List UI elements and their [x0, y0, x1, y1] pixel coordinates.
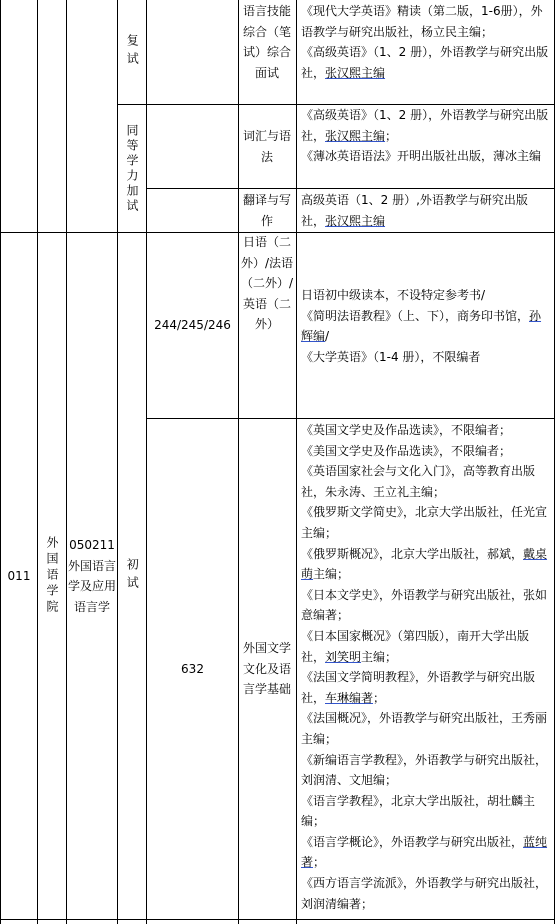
reference-entry	[301, 708, 551, 749]
major-name: 050211 外国语言学及应用语言学	[68, 538, 117, 614]
reference-text: 日语初中级读本，不设特定参考书/	[301, 288, 486, 302]
reference-entry	[301, 190, 551, 231]
reference-text: 《俄罗斯概况》，北京大学出版社，郝斌，	[301, 546, 524, 561]
reference-text: 主编；	[361, 649, 398, 664]
reference-text: 《日本文学史》，外语教学与研究出版社，张如意编著；	[301, 587, 548, 623]
reference-entry	[301, 105, 551, 146]
reference-text: 《新编语言学教程》，外语教学与研究出版社，刘润清、文旭编；	[301, 752, 548, 788]
row-border-2	[146, 188, 555, 189]
subject-second-lang: 日语（二外）/法语（二外）/英语（二外）	[240, 235, 294, 331]
code-second-lang: 244/245/246	[154, 318, 231, 333]
dept-code: 011	[7, 568, 31, 583]
reference-text: 主编；	[313, 567, 350, 582]
reference-entry	[301, 791, 551, 832]
reference-text: 《薄冰英语语法》开明出版社出版，薄冰主编	[301, 149, 542, 164]
reference-text: 《美国文学史及作品选读》，不限编者；	[301, 443, 512, 458]
table-border-col6	[296, 0, 297, 924]
table-border-col2	[66, 0, 67, 924]
reference-entry	[301, 832, 551, 873]
reference-text: ；	[373, 690, 386, 705]
reference-text: ；	[313, 855, 326, 870]
table-border-col5	[238, 0, 239, 924]
reference-entry	[301, 502, 551, 543]
reference-author-underlined: 戴桌萌	[301, 546, 548, 582]
subject-foreign-lit: 外国文学文化及语言学基础	[242, 641, 291, 697]
exam-type-chushi: 初试	[125, 558, 140, 594]
reference-text: 《英国文学史及作品选读》，不限编者；	[301, 423, 512, 437]
table-border-col1	[37, 0, 38, 924]
reference-entry	[301, 873, 551, 914]
reference-author-underlined: 刘笑明	[325, 649, 362, 664]
reference-text: 《日本国家概况》（第四版），南开大学出版社，	[301, 628, 530, 664]
reference-text: 《西方语言学流派》，外语教学与研究出版社，刘润清编著；	[301, 876, 548, 911]
reference-entry	[301, 626, 551, 667]
exam-type-equivalent: 同等学力加试	[125, 123, 139, 214]
reference-entry	[301, 544, 551, 585]
dept-name: 外国语学院	[45, 536, 59, 616]
refs-translation	[301, 190, 551, 231]
reference-entry	[301, 42, 551, 83]
subject-vocab: 词汇与语法	[242, 129, 291, 164]
reference-entry	[301, 347, 551, 368]
reference-text: 《高级英语》（1、2 册），外语教学与研究出版社，	[301, 45, 549, 80]
table-border-col3	[117, 0, 118, 924]
subject-translation: 翻译与写作	[242, 193, 291, 228]
exam-type-fushi: 复试	[125, 34, 140, 70]
reference-entry	[301, 306, 551, 347]
refs-foreign-lit	[301, 420, 551, 914]
reference-entry	[301, 585, 551, 626]
reference-text: 《俄罗斯文学简史》，北京大学出版社，任光宣主编；	[301, 505, 548, 540]
reference-text: 《法国文学简明教程》，外语教学与研究出版社，	[301, 670, 536, 705]
reference-entry	[301, 750, 551, 791]
reference-text: 《现代大学英语》精读（第二版，1-6册），外语教学与研究出版社，杨立民主编；	[301, 4, 543, 39]
reference-entry	[301, 146, 551, 167]
reference-text: /	[325, 329, 330, 344]
reference-text: 《语言学概论》，外语教学与研究出版社，	[301, 834, 524, 849]
reference-author-underlined: 车琳编著	[325, 690, 374, 705]
reference-entry	[301, 285, 551, 306]
reference-entry	[301, 420, 551, 441]
reference-text: 《英语国家社会与文化入门》，高等教育出版社，朱永涛、王立礼主编；	[301, 464, 536, 499]
reference-author-underlined: 张汉熙主编	[325, 65, 386, 80]
reference-text: 《高级英语》（1、2 册），外语教学与研究出版社，	[301, 108, 549, 143]
table-border-right	[554, 0, 555, 924]
code-foreign-lit: 632	[181, 661, 204, 676]
row-border-bottom	[0, 919, 555, 920]
reference-text: 高级英语（1、2 册）,外语教学与研究出版社，	[301, 193, 528, 228]
reference-text: 《大学英语》（1-4 册），不限编者	[301, 349, 481, 364]
reference-author-underlined: 张汉熙主编	[325, 213, 386, 228]
reference-text: 《简明法语教程》（上、下），商务印书馆，	[301, 308, 530, 323]
reference-entry	[301, 667, 551, 708]
reference-text: 《法国概况》，外语教学与研究出版社，王秀丽主编；	[301, 711, 548, 746]
reference-author-underlined: 蓝纯著	[301, 834, 548, 870]
refs-second-lang	[301, 285, 551, 367]
reference-text: ；	[385, 128, 398, 143]
refs-vocab	[301, 105, 551, 167]
reference-entry	[301, 441, 551, 462]
reference-entry	[301, 461, 551, 502]
reference-text: 《语言学教程》，北京大学出版社，胡壮麟主编；	[301, 793, 536, 829]
refs-language-skills	[301, 1, 551, 83]
reference-entry	[301, 1, 551, 42]
subject-language-skills: 语言技能综合（笔试）综合面试	[242, 4, 291, 80]
reference-author-underlined: 张汉熙主编	[325, 128, 386, 143]
reference-author-underlined: 孙辉编	[301, 308, 542, 344]
